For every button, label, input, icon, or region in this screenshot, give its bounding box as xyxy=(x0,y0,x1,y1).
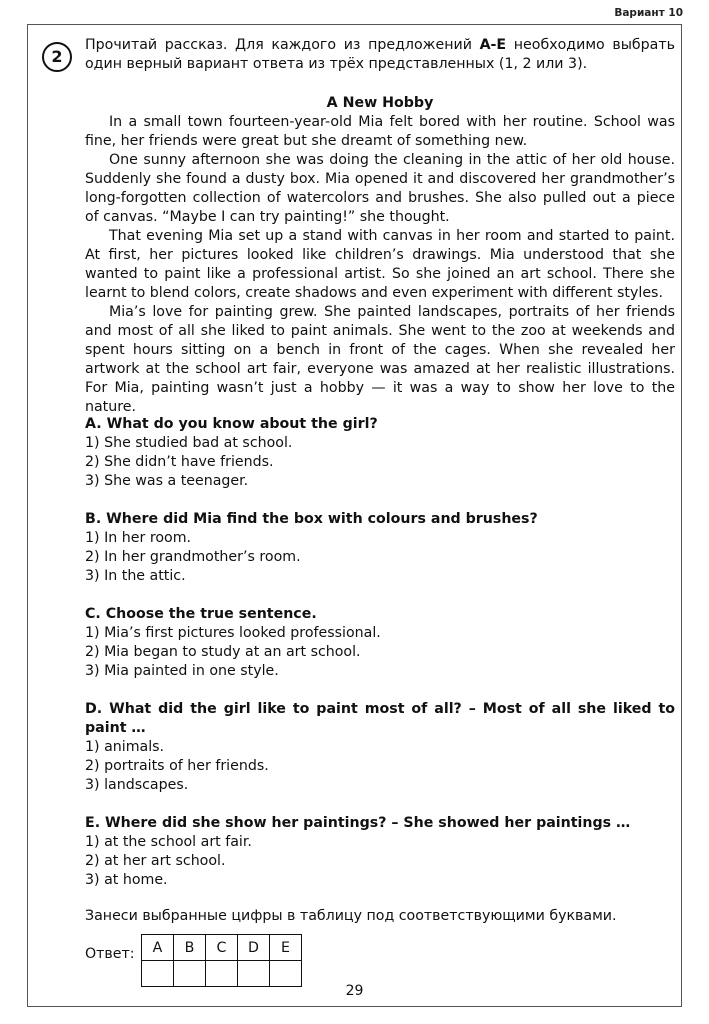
answer-label: Ответ: xyxy=(85,946,135,962)
answer-letter-cell: C xyxy=(206,935,238,961)
answer-option: 2) at her art school. xyxy=(85,853,226,869)
task-instruction xyxy=(85,36,675,74)
answer-letters-row xyxy=(142,935,302,961)
story-paragraph: In a small town fourteen-year-old Mia felt bored with her routine. School was fine, her friends were great but she dreamt of something new. xyxy=(85,114,675,149)
answer-letter-cell: A xyxy=(142,935,174,961)
question-text: E. Where did she show her paintings? – She showed her paintings … xyxy=(85,815,631,831)
page-number: 29 xyxy=(345,983,364,999)
answer-option: 2) Mia began to study at an art school. xyxy=(85,644,361,660)
answer-letter-cell: E xyxy=(270,935,302,961)
answer-option: 1) In her room. xyxy=(85,530,192,546)
answer-option: 1) animals. xyxy=(85,739,165,755)
answer-option: 3) at home. xyxy=(85,872,168,888)
story-text xyxy=(85,113,675,417)
answer-table xyxy=(141,934,302,987)
question-e xyxy=(85,814,675,890)
instruction-text-before: Прочитай рассказ. Для каждого из предложений xyxy=(85,37,480,53)
story-paragraph: One sunny afternoon she was doing the cleaning in the attic of her old house. Suddenly she found a dusty box. Mia opened it and discovered her grandmother’s long-forgotten collection of watercolors and brushes. She also pulled out a piece of canvas. “Maybe I can try painting!” she thought. xyxy=(85,152,675,225)
question-d xyxy=(85,700,675,795)
instruction-letters: A-E xyxy=(479,37,507,53)
answer-letter-cell: B xyxy=(174,935,206,961)
question-a xyxy=(85,415,675,491)
task-number-badge: 2 xyxy=(42,42,72,72)
answer-option: 3) Mia painted in one style. xyxy=(85,663,279,679)
question-text: D. What did the girl like to paint most of all? – Most of all she liked to paint … xyxy=(85,701,675,736)
answer-letter-cell: D xyxy=(238,935,270,961)
answer-option: 1) at the school art fair. xyxy=(85,834,252,850)
answer-option: 2) She didn’t have friends. xyxy=(85,454,274,470)
answer-option: 3) In the attic. xyxy=(85,568,186,584)
question-b xyxy=(85,510,675,586)
answer-option: 3) landscapes. xyxy=(85,777,189,793)
story-paragraph: Mia’s love for painting grew. She painted landscapes, portraits of her friends and most of all she liked to paint animals. She went to the zoo at weekends and spent hours sitting on a bench in front of the cages. When she revealed her artwork at the school art fair, everyone was amazed at her realistic illustrations. For Mia, painting wasn’t just a hobby — it was a way to show her love to the nature. xyxy=(85,304,675,415)
instruction-text-after: необходимо выбрать один верный вариант ответа из трёх представленных (1, 2 или 3). xyxy=(85,37,675,72)
question-c xyxy=(85,605,675,681)
answer-option: 3) She was a teenager. xyxy=(85,473,249,489)
question-text: B. Where did Mia find the box with colours and brushes? xyxy=(85,511,538,527)
questions-list xyxy=(85,415,675,909)
story-title: A New Hobby xyxy=(326,95,434,111)
question-text: A. What do you know about the girl? xyxy=(85,416,378,432)
answer-option: 2) portraits of her friends. xyxy=(85,758,269,774)
variant-label: Вариант 10 xyxy=(614,7,683,19)
story-paragraph: That evening Mia set up a stand with canvas in her room and started to paint. At first, her pictures looked like children’s drawings. Mia understood that she wanted to paint like a professional artist. So she joined an art school. There she learnt to blend colors, create shadows and even experiment with different styles. xyxy=(85,228,675,301)
answer-option: 1) She studied bad at school. xyxy=(85,435,293,451)
question-text: C. Choose the true sentence. xyxy=(85,606,317,622)
final-instruction: Занеси выбранные цифры в таблицу под соответствующими буквами. xyxy=(85,908,617,924)
answer-option: 2) In her grandmother’s room. xyxy=(85,549,301,565)
answer-option: 1) Mia’s first pictures looked professional. xyxy=(85,625,381,641)
